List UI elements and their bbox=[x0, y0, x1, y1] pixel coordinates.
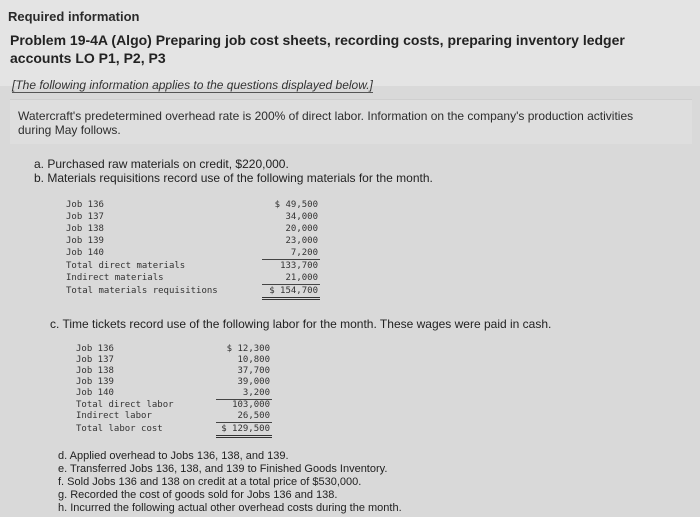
row-label: Job 140 bbox=[76, 388, 114, 398]
total-rule bbox=[216, 422, 272, 423]
row-value: 10,800 bbox=[237, 355, 270, 365]
row-label: Job 140 bbox=[66, 248, 104, 258]
step-g: g. Recorded the cost of goods sold for Jobs 136 and 138. bbox=[58, 489, 338, 501]
row-value: 7,200 bbox=[290, 248, 318, 258]
labor-table bbox=[76, 344, 276, 436]
row-label: Job 138 bbox=[66, 224, 104, 234]
problem-title: Problem 19-4A (Algo) Preparing job cost sheets, recording costs, preparing inventory ledger accounts LO P1, P2, P3 bbox=[10, 32, 625, 66]
row-value: 39,000 bbox=[237, 377, 270, 387]
step-e: e. Transferred Jobs 136, 138, and 139 to Finished Goods Inventory. bbox=[58, 463, 388, 475]
row-label: Total labor cost bbox=[76, 424, 163, 434]
row-value: 21,000 bbox=[285, 273, 318, 283]
applies-note: [The following information applies to the questions displayed below.] bbox=[12, 78, 373, 92]
row-label: Total materials requisitions bbox=[66, 286, 218, 296]
row-value: 34,000 bbox=[285, 212, 318, 222]
row-value: 3,200 bbox=[242, 388, 270, 398]
row-label: Job 139 bbox=[76, 377, 114, 387]
row-value: 26,500 bbox=[237, 411, 270, 421]
required-information-heading: Required information bbox=[8, 9, 140, 24]
row-label: Job 136 bbox=[66, 200, 104, 210]
materials-table bbox=[66, 200, 326, 300]
row-value: $ 12,300 bbox=[226, 344, 270, 354]
row-label: Indirect labor bbox=[76, 411, 152, 421]
intro-text: Watercraft's predetermined overhead rate is 200% of direct labor. Information on the company's production activities during May follows. bbox=[18, 109, 634, 137]
total-rule bbox=[262, 284, 320, 285]
row-label: Job 137 bbox=[76, 355, 114, 365]
row-value: $ 49,500 bbox=[274, 200, 318, 210]
row-label: Job 137 bbox=[66, 212, 104, 222]
row-label: Job 136 bbox=[76, 344, 114, 354]
row-label: Total direct materials bbox=[66, 261, 186, 271]
row-value: 20,000 bbox=[285, 224, 318, 234]
step-h: h. Incurred the following actual other overhead costs during the month. bbox=[58, 502, 402, 514]
step-c: c. Time tickets record use of the following labor for the month. These wages were paid in cash. bbox=[50, 317, 552, 331]
grand-total-rule bbox=[216, 435, 272, 438]
step-a: a. Purchased raw materials on credit, $220,000. bbox=[34, 157, 289, 171]
subtotal-rule bbox=[262, 259, 320, 260]
row-label: Job 139 bbox=[66, 236, 104, 246]
step-d: d. Applied overhead to Jobs 136, 138, and 139. bbox=[58, 450, 289, 462]
row-value: 133,700 bbox=[280, 261, 318, 271]
row-label: Indirect materials bbox=[66, 273, 164, 283]
row-value: 23,000 bbox=[285, 236, 318, 246]
row-value: $ 129,500 bbox=[221, 424, 270, 434]
row-label: Total direct labor bbox=[76, 400, 174, 410]
step-b: b. Materials requisitions record use of the following materials for the month. bbox=[34, 171, 433, 185]
row-label: Job 138 bbox=[76, 366, 114, 376]
step-f: f. Sold Jobs 136 and 138 on credit at a total price of $530,000. bbox=[58, 476, 362, 488]
row-value: $ 154,700 bbox=[269, 286, 318, 296]
grand-total-rule bbox=[262, 297, 320, 300]
row-value: 103,000 bbox=[232, 400, 270, 410]
row-value: 37,700 bbox=[237, 366, 270, 376]
